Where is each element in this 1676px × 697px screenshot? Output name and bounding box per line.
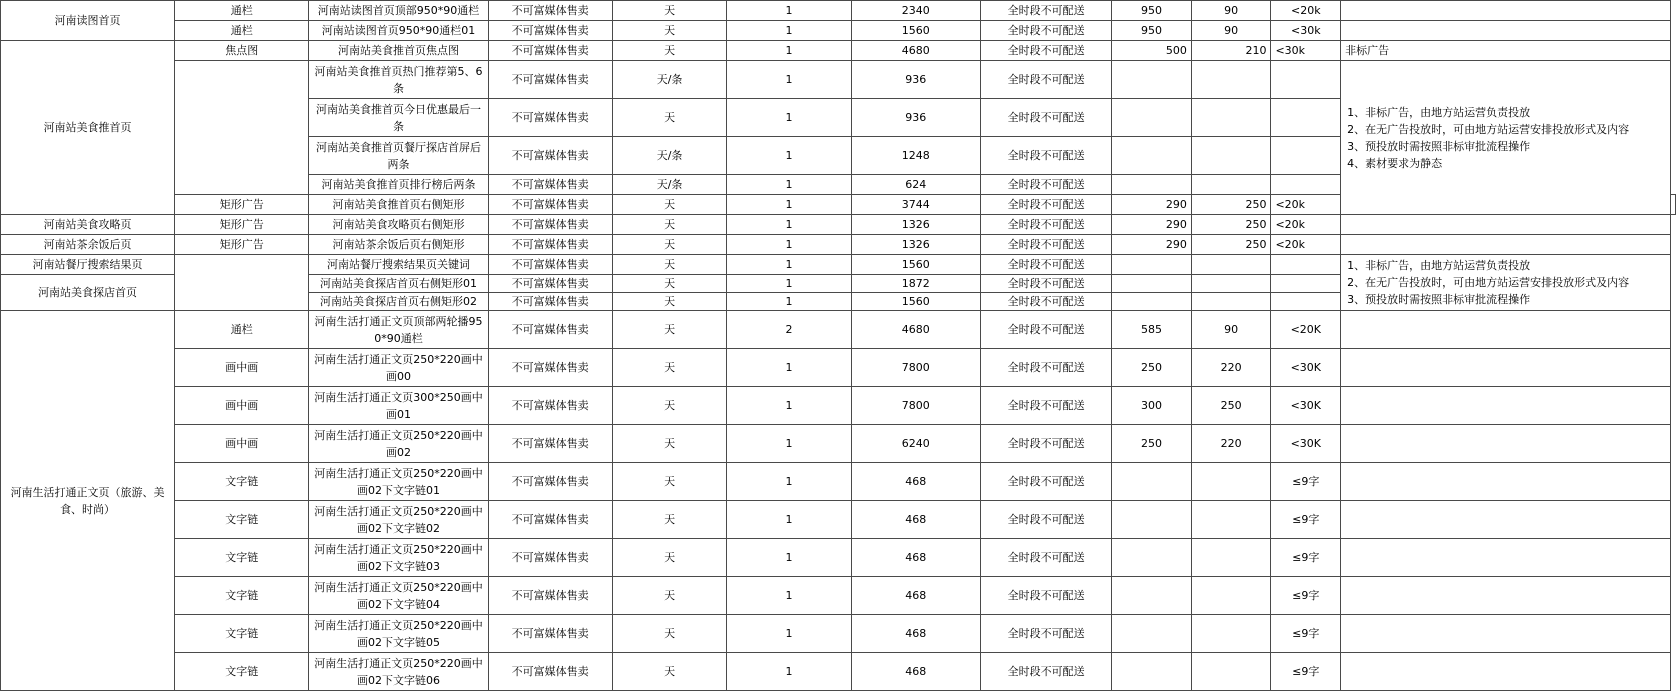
sale-cell: 不可富媒体售卖 [488,653,612,691]
sale-cell: 不可富媒体售卖 [488,293,612,311]
price-cell: 936 [851,99,980,137]
qty-cell: 1 [727,425,851,463]
height-cell: 250 [1191,387,1271,425]
qty-cell: 1 [727,615,851,653]
width-cell [1112,137,1192,175]
deliver-cell: 全时段不可配送 [980,21,1111,41]
price-cell: 1326 [851,235,980,255]
deliver-cell: 全时段不可配送 [980,137,1111,175]
height-cell [1191,539,1271,577]
size-cell [1271,175,1341,195]
size-cell [1271,99,1341,137]
height-cell: 220 [1191,349,1271,387]
unit-cell: 天 [612,349,726,387]
unit-cell: 天 [612,255,726,275]
deliver-cell: 全时段不可配送 [980,311,1111,349]
ad-name-cell: 河南生活打通正文页300*250画中画01 [309,387,488,425]
width-cell [1112,293,1192,311]
sale-cell: 不可富媒体售卖 [488,387,612,425]
note-cell [1671,195,1676,215]
note-cell [1341,349,1671,387]
size-cell: <20K [1271,311,1341,349]
unit-cell: 天 [612,275,726,293]
deliver-cell: 全时段不可配送 [980,255,1111,275]
table-row [1,311,1676,349]
qty-cell: 1 [727,275,851,293]
qty-cell: 1 [727,137,851,175]
ad-name-cell: 河南生活打通正文页250*220画中画02下文字链05 [309,615,488,653]
height-cell [1191,653,1271,691]
sale-cell: 不可富媒体售卖 [488,275,612,293]
size-cell: ≤9字 [1271,653,1341,691]
ad-type-cell: 文字链 [175,463,309,501]
width-cell [1112,255,1192,275]
height-cell: 220 [1191,425,1271,463]
width-cell [1112,175,1192,195]
qty-cell: 1 [727,387,851,425]
deliver-cell: 全时段不可配送 [980,615,1111,653]
qty-cell: 1 [727,1,851,21]
height-cell: 90 [1191,1,1271,21]
unit-cell: 天 [612,425,726,463]
size-cell: <30k [1271,41,1341,61]
height-cell: 250 [1191,195,1271,215]
note-line: 4、素材要求为静态 [1347,156,1443,170]
sale-cell: 不可富媒体售卖 [488,137,612,175]
width-cell: 950 [1112,21,1192,41]
size-cell: <30K [1271,425,1341,463]
price-cell: 468 [851,501,980,539]
width-cell: 950 [1112,1,1192,21]
note-cell [1341,463,1671,501]
qty-cell: 1 [727,175,851,195]
ad-name-cell: 河南生活打通正文页250*220画中画02下文字链01 [309,463,488,501]
height-cell: 90 [1191,311,1271,349]
ad-name-cell: 河南生活打通正文页250*220画中画00 [309,349,488,387]
note-cell [1341,387,1671,425]
unit-cell: 天 [612,539,726,577]
width-cell [1112,539,1192,577]
note-cell [1341,653,1671,691]
note-cell [1341,539,1671,577]
note-cell [1341,235,1671,255]
table-row [1,501,1676,539]
ad-type-cell: 通栏 [175,311,309,349]
sale-cell: 不可富媒体售卖 [488,463,612,501]
qty-cell: 1 [727,215,851,235]
unit-cell: 天 [612,615,726,653]
page-cell: 河南站茶余饭后页 [1,235,175,255]
size-cell: ≤9字 [1271,463,1341,501]
price-cell: 624 [851,175,980,195]
deliver-cell: 全时段不可配送 [980,425,1111,463]
size-cell: ≤9字 [1271,615,1341,653]
unit-cell: 天 [612,215,726,235]
ad-name-cell: 河南站餐厅搜索结果页关键词 [309,255,488,275]
ad-type-cell: 通栏 [175,21,309,41]
width-cell: 300 [1112,387,1192,425]
size-cell: <20k [1271,215,1341,235]
price-cell: 1560 [851,255,980,275]
qty-cell: 1 [727,501,851,539]
ad-name-cell: 河南生活打通正文页250*220画中画02 [309,425,488,463]
width-cell [1112,653,1192,691]
unit-cell: 天 [612,195,726,215]
sale-cell: 不可富媒体售卖 [488,501,612,539]
price-cell: 6240 [851,425,980,463]
page-cell: 河南生活打通正文页（旅游、美食、时尚） [1,311,175,691]
sale-cell: 不可富媒体售卖 [488,61,612,99]
qty-cell: 1 [727,463,851,501]
ad-name-cell: 河南生活打通正文页顶部两轮播950*90通栏 [309,311,488,349]
size-cell: ≤9字 [1271,501,1341,539]
ad-type-cell: 焦点图 [175,41,309,61]
table-row [1,61,1676,99]
width-cell [1112,615,1192,653]
note-cell [1341,215,1671,235]
price-cell: 1872 [851,275,980,293]
unit-cell: 天 [612,387,726,425]
ad-type-cell: 文字链 [175,539,309,577]
table-row [1,463,1676,501]
sale-cell: 不可富媒体售卖 [488,195,612,215]
ad-name-cell: 河南站茶余饭后页右侧矩形 [309,235,488,255]
deliver-cell: 全时段不可配送 [980,235,1111,255]
ad-name-cell: 河南站读图首页顶部950*90通栏 [309,1,488,21]
price-cell: 4680 [851,41,980,61]
sale-cell: 不可富媒体售卖 [488,1,612,21]
price-cell: 468 [851,577,980,615]
ad-type-cell: 矩形广告 [175,215,309,235]
table-row [1,1,1676,21]
ad-type-cell: 画中画 [175,349,309,387]
price-cell: 7800 [851,349,980,387]
width-cell: 290 [1112,235,1192,255]
height-cell: 210 [1191,41,1271,61]
deliver-cell: 全时段不可配送 [980,215,1111,235]
note-cell: 非标广告 [1341,41,1671,61]
note-line: 2、在无广告投放时，可由地方站运营安排投放形式及内容 [1347,276,1630,289]
qty-cell: 1 [727,235,851,255]
width-cell [1112,61,1192,99]
note-cell [1341,311,1671,349]
deliver-cell: 全时段不可配送 [980,275,1111,293]
sale-cell: 不可富媒体售卖 [488,175,612,195]
width-cell: 290 [1112,215,1192,235]
price-cell: 468 [851,463,980,501]
ad-name-cell: 河南站美食推首页右侧矩形 [309,195,488,215]
height-cell [1191,275,1271,293]
qty-cell: 1 [727,255,851,275]
table-row [1,425,1676,463]
deliver-cell: 全时段不可配送 [980,539,1111,577]
height-cell [1191,501,1271,539]
unit-cell: 天 [612,235,726,255]
unit-cell: 天/条 [612,137,726,175]
ad-type-cell: 画中画 [175,387,309,425]
note-cell [1341,577,1671,615]
ad-name-cell: 河南生活打通正文页250*220画中画02下文字链06 [309,653,488,691]
ad-name-cell: 河南生活打通正文页250*220画中画02下文字链02 [309,501,488,539]
qty-cell: 1 [727,99,851,137]
deliver-cell: 全时段不可配送 [980,463,1111,501]
deliver-cell: 全时段不可配送 [980,293,1111,311]
size-cell [1271,61,1341,99]
ad-type-cell: 文字链 [175,577,309,615]
ad-name-cell: 河南站美食推首页热门推荐第5、6条 [309,61,488,99]
page-cell: 河南站美食攻略页 [1,215,175,235]
size-cell [1271,255,1341,275]
size-cell: <20k [1271,1,1341,21]
table-row [1,255,1676,275]
ad-type-cell: 文字链 [175,653,309,691]
ad-name-cell: 河南生活打通正文页250*220画中画02下文字链04 [309,577,488,615]
ad-name-cell: 河南站读图首页950*90通栏01 [309,21,488,41]
price-cell: 1326 [851,215,980,235]
deliver-cell: 全时段不可配送 [980,41,1111,61]
note-cell [1341,615,1671,653]
qty-cell: 1 [727,21,851,41]
ad-name-cell: 河南站美食推首页焦点图 [309,41,488,61]
price-cell: 4680 [851,311,980,349]
ad-name-cell: 河南站美食推首页今日优惠最后一条 [309,99,488,137]
qty-cell: 1 [727,349,851,387]
width-cell [1112,99,1192,137]
size-cell [1271,293,1341,311]
deliver-cell: 全时段不可配送 [980,175,1111,195]
sale-cell: 不可富媒体售卖 [488,311,612,349]
page-cell: 河南站美食推首页 [1,41,175,215]
note-cell [1341,425,1671,463]
sale-cell: 不可富媒体售卖 [488,99,612,137]
note-line: 1、非标广告，由地方站运营负责投放 [1347,105,1531,119]
price-cell: 3744 [851,195,980,215]
table-row [1,387,1676,425]
deliver-cell: 全时段不可配送 [980,99,1111,137]
height-cell [1191,61,1271,99]
size-cell: ≤9字 [1271,577,1341,615]
size-cell: <20k [1271,235,1341,255]
table-row [1,41,1676,61]
width-cell: 250 [1112,425,1192,463]
unit-cell: 天 [612,463,726,501]
width-cell [1112,501,1192,539]
deliver-cell: 全时段不可配送 [980,61,1111,99]
table-row [1,615,1676,653]
qty-cell: 1 [727,195,851,215]
note-cell [1341,21,1671,41]
height-cell [1191,293,1271,311]
unit-cell: 天 [612,21,726,41]
ad-type-cell [175,255,309,311]
price-cell: 468 [851,539,980,577]
height-cell [1191,137,1271,175]
deliver-cell: 全时段不可配送 [980,653,1111,691]
table-row [1,215,1676,235]
price-cell: 468 [851,615,980,653]
unit-cell: 天 [612,653,726,691]
size-cell: ≤9字 [1271,539,1341,577]
page-cell: 河南站餐厅搜索结果页 [1,255,175,275]
table-row [1,349,1676,387]
ad-name-cell: 河南站美食推首页排行榜后两条 [309,175,488,195]
sale-cell: 不可富媒体售卖 [488,425,612,463]
unit-cell: 天 [612,1,726,21]
ad-type-cell: 文字链 [175,501,309,539]
height-cell [1191,615,1271,653]
ad-type-cell: 画中画 [175,425,309,463]
qty-cell: 1 [727,41,851,61]
table-row [1,577,1676,615]
ad-type-cell: 矩形广告 [175,195,309,215]
size-cell: <30K [1271,349,1341,387]
ad-type-cell: 矩形广告 [175,235,309,255]
width-cell: 585 [1112,311,1192,349]
qty-cell: 2 [727,311,851,349]
qty-cell: 1 [727,577,851,615]
height-cell: 250 [1191,235,1271,255]
unit-cell: 天 [612,311,726,349]
deliver-cell: 全时段不可配送 [980,195,1111,215]
sale-cell: 不可富媒体售卖 [488,349,612,387]
price-cell: 1560 [851,293,980,311]
unit-cell: 天 [612,99,726,137]
size-cell [1271,275,1341,293]
qty-cell: 1 [727,61,851,99]
unit-cell: 天 [612,293,726,311]
unit-cell: 天 [612,501,726,539]
sale-cell: 不可富媒体售卖 [488,41,612,61]
sale-cell: 不可富媒体售卖 [488,215,612,235]
note-line: 1、非标广告，由地方站运营负责投放 [1347,259,1531,272]
deliver-cell: 全时段不可配送 [980,577,1111,615]
height-cell [1191,175,1271,195]
unit-cell: 天 [612,41,726,61]
ad-type-cell: 文字链 [175,615,309,653]
price-cell: 1248 [851,137,980,175]
qty-cell: 1 [727,293,851,311]
ad-name-cell: 河南站美食攻略页右侧矩形 [309,215,488,235]
deliver-cell: 全时段不可配送 [980,501,1111,539]
note-line: 2、在无广告投放时，可由地方站运营安排投放形式及内容 [1347,122,1630,136]
width-cell: 250 [1112,349,1192,387]
page-cell: 河南站美食探店首页 [1,275,175,311]
price-cell: 1560 [851,21,980,41]
ad-type-cell [175,61,309,195]
height-cell: 250 [1191,215,1271,235]
sale-cell: 不可富媒体售卖 [488,539,612,577]
price-cell: 2340 [851,1,980,21]
height-cell [1191,99,1271,137]
table-row [1,235,1676,255]
unit-cell: 天/条 [612,175,726,195]
ad-type-cell: 通栏 [175,1,309,21]
page-cell: 河南读图首页 [1,1,175,41]
width-cell [1112,463,1192,501]
height-cell [1191,463,1271,501]
table-row [1,539,1676,577]
ad-name-cell: 河南站美食探店首页右侧矩形01 [309,275,488,293]
qty-cell: 1 [727,653,851,691]
height-cell: 90 [1191,21,1271,41]
sale-cell: 不可富媒体售卖 [488,615,612,653]
price-cell: 468 [851,653,980,691]
size-cell: <30k [1271,21,1341,41]
price-cell: 7800 [851,387,980,425]
note-cell [1341,1,1671,21]
ad-name-cell: 河南站美食推首页餐厅探店首屏后两条 [309,137,488,175]
size-cell [1271,137,1341,175]
ad-name-cell: 河南站美食探店首页右侧矩形02 [309,293,488,311]
note-cell [1341,501,1671,539]
width-cell [1112,577,1192,615]
width-cell: 500 [1112,41,1192,61]
note-line: 3、预投放时需按照非标审批流程操作 [1347,293,1531,306]
width-cell [1112,275,1192,293]
sale-cell: 不可富媒体售卖 [488,21,612,41]
note-cell [1341,61,1671,215]
deliver-cell: 全时段不可配送 [980,387,1111,425]
sale-cell: 不可富媒体售卖 [488,255,612,275]
height-cell [1191,255,1271,275]
deliver-cell: 全时段不可配送 [980,349,1111,387]
note-cell [1341,255,1671,311]
unit-cell: 天 [612,577,726,615]
unit-cell: 天/条 [612,61,726,99]
size-cell: <20k [1271,195,1341,215]
height-cell [1191,577,1271,615]
price-cell: 936 [851,61,980,99]
ad-name-cell: 河南生活打通正文页250*220画中画02下文字链03 [309,539,488,577]
deliver-cell: 全时段不可配送 [980,1,1111,21]
table-row [1,21,1676,41]
sale-cell: 不可富媒体售卖 [488,577,612,615]
note-line: 3、预投放时需按照非标审批流程操作 [1347,139,1531,153]
sale-cell: 不可富媒体售卖 [488,235,612,255]
size-cell: <30K [1271,387,1341,425]
qty-cell: 1 [727,539,851,577]
width-cell: 290 [1112,195,1192,215]
table-row [1,653,1676,691]
